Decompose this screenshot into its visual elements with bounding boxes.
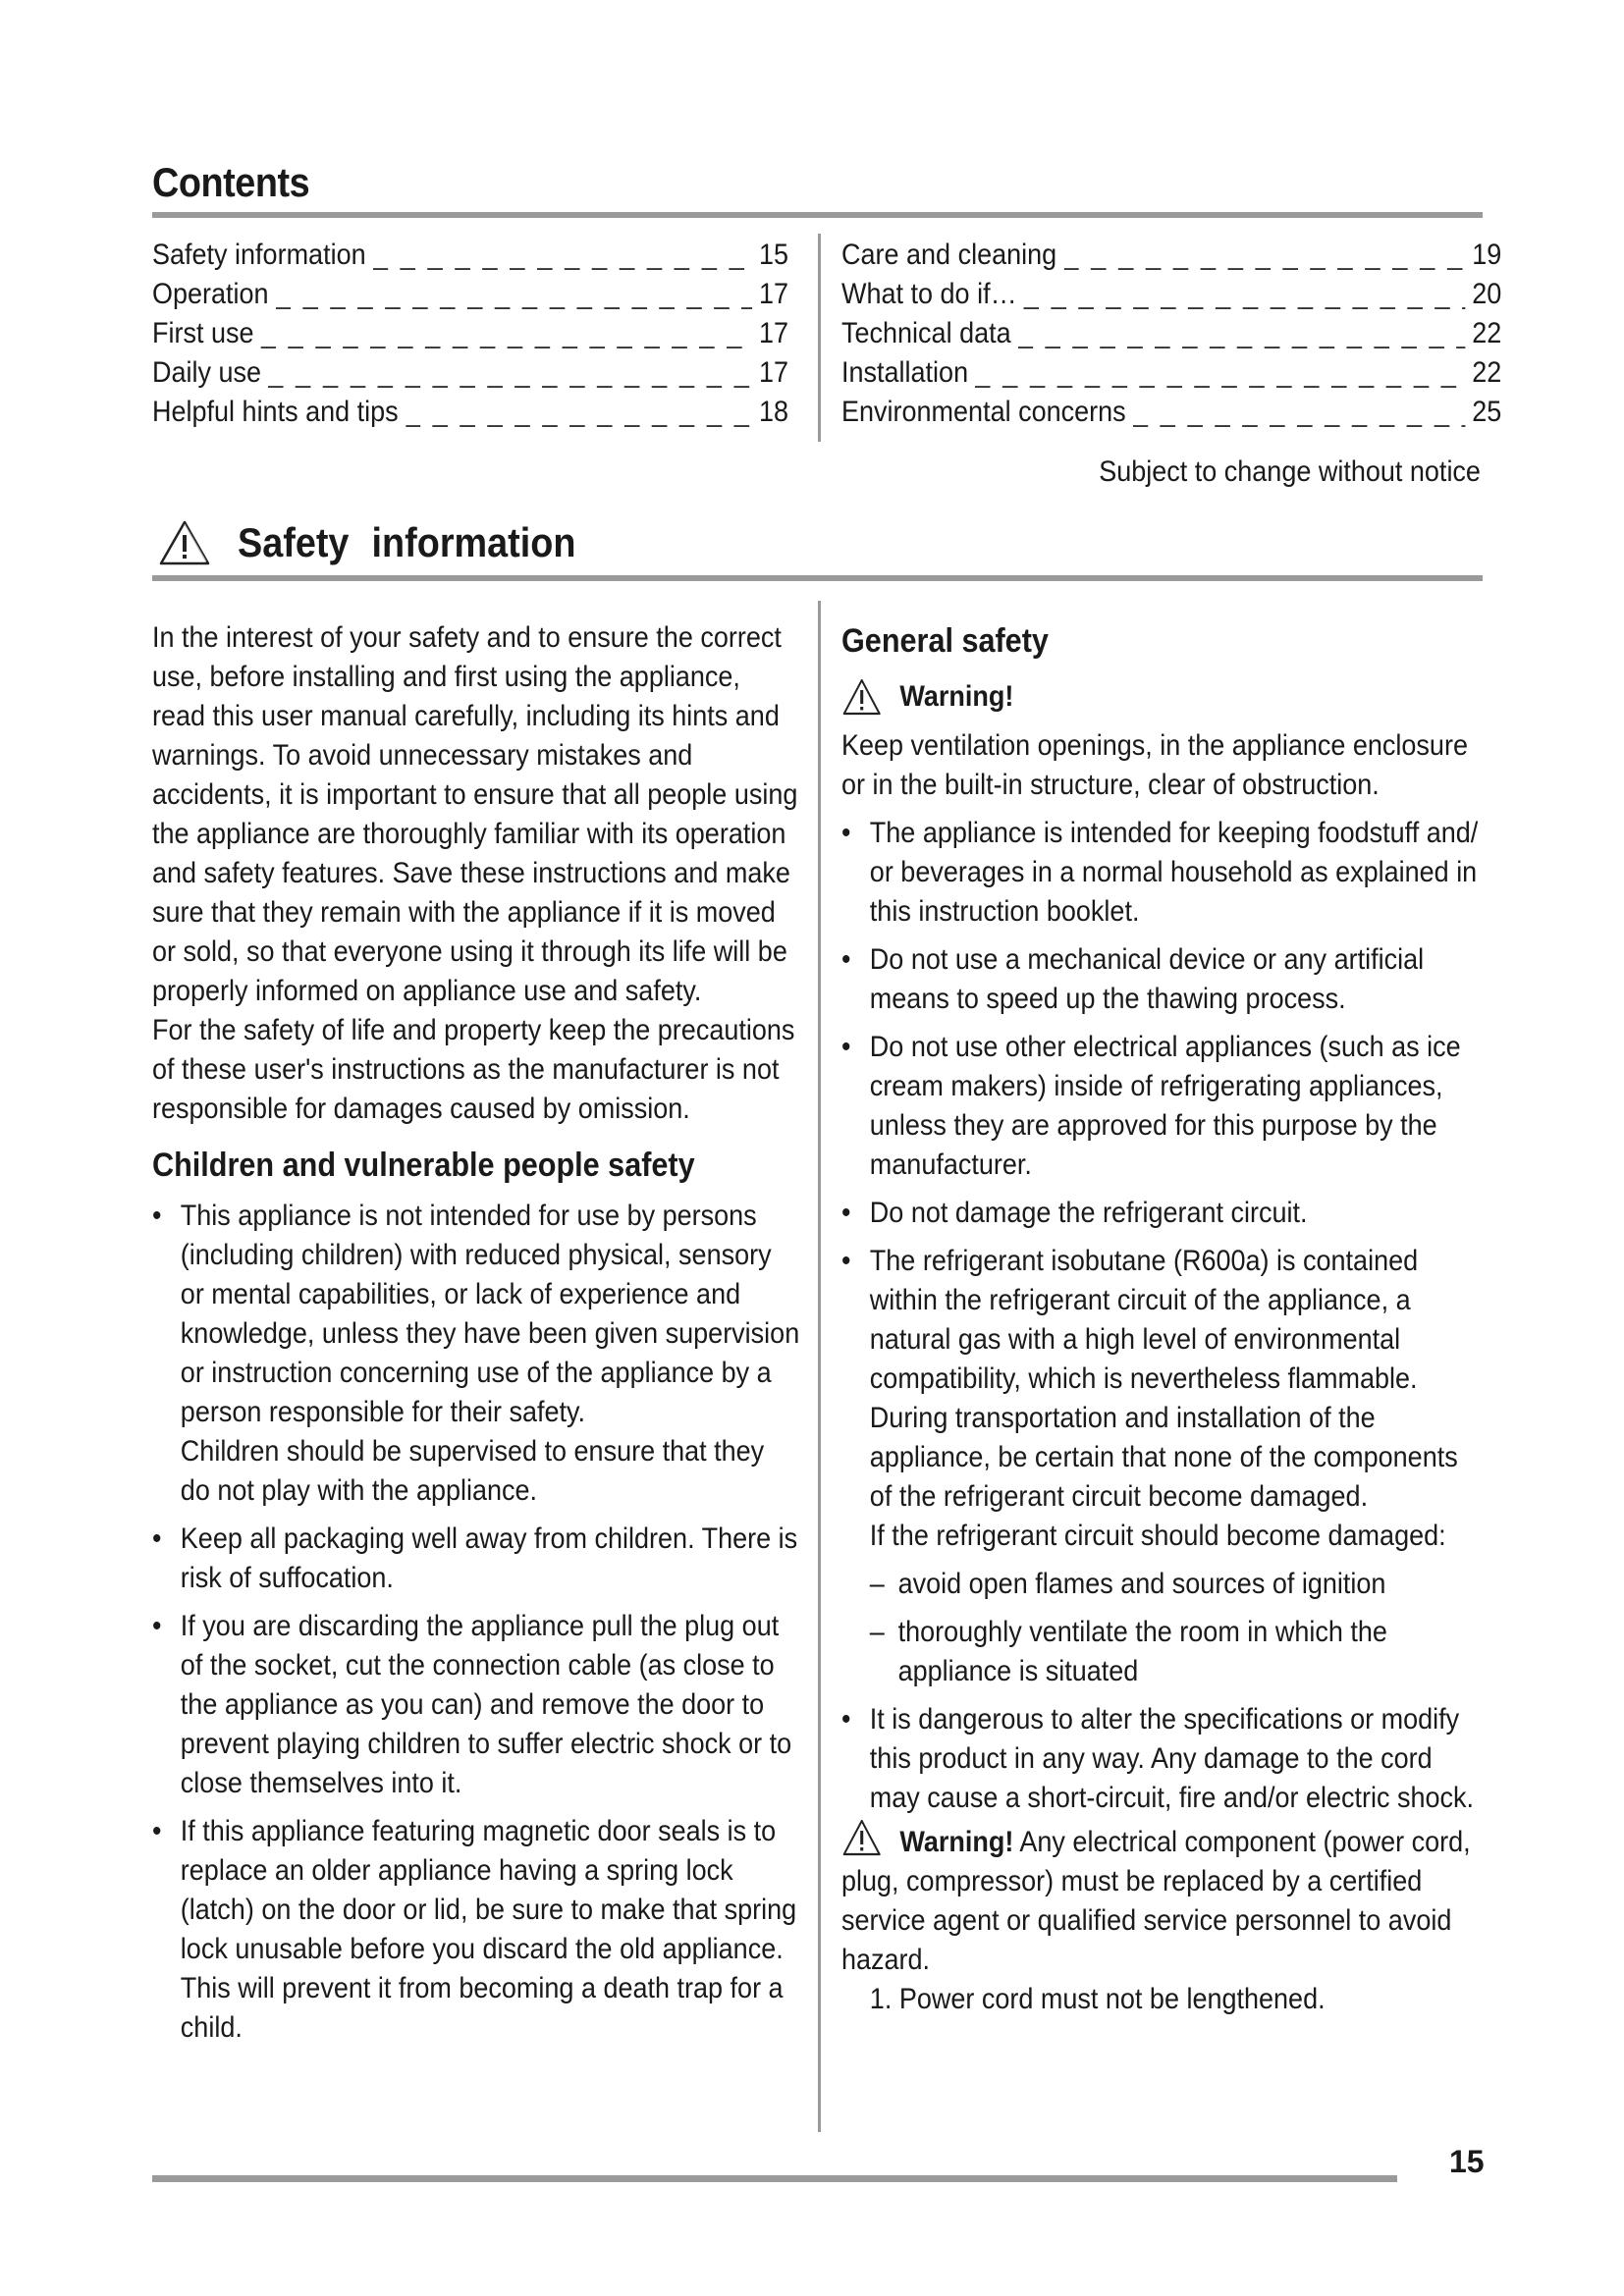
bullet-item: [152, 1520, 800, 1598]
bullet-text: • The appliance is intended for keeping foodstuff and/ or beverages in a normal household as explained in this instruction booklet.: [869, 817, 1479, 928]
toc-entry[interactable]: [152, 393, 788, 432]
left-text-column: [152, 618, 800, 2048]
toc-entry[interactable]: [152, 236, 788, 275]
bullet-text: • This appliance is not intended for use by persons (including children) with reduced physical, sensory or mental capabilities, or lack of experience and knowledge, unless they have been given supervision or instruction concerning use of the appliance by a person responsible for their safety.: [180, 1200, 800, 1428]
dash-text: avoid open flames and sources of ignition: [897, 1568, 1386, 1600]
bullet-text: • It is dangerous to alter the specifications or modify this product in any way. Any damage to the cord may cause a short-circuit, fire and/or electric shock.: [869, 1703, 1475, 1814]
toc-entry-label: Operation: [152, 278, 269, 310]
toc-leader: [1018, 314, 1465, 353]
toc-entry-label: First use: [152, 317, 254, 349]
intro-paragraph-2: For the safety of life and property keep the precautions of these user's instructions as the manufacturer is not responsible for damages caused by omission.: [152, 1014, 795, 1125]
bullet-note: During transportation and installation of the appliance, be certain that none of the components of the refrigerant circuit become damaged.: [869, 1402, 1458, 1513]
toc-entry-page: 17: [758, 317, 788, 349]
children-safety-heading: Children and vulnerable people safety: [152, 1147, 695, 1184]
toc-leader: [276, 275, 752, 314]
bullet-text: • Do not use a mechanical device or any artificial means to speed up the thawing process.: [869, 943, 1425, 1015]
toc-entry-page: 25: [1472, 396, 1502, 428]
toc-entry-page: 17: [758, 356, 788, 389]
contents-title: Contents: [152, 159, 310, 205]
toc-leader: [406, 393, 752, 432]
toc-leader: [261, 314, 752, 353]
warning-text: Any electrical component (power cord, plug, compressor) must be replaced by a certified service agent or qualified service personnel to avoid hazard.: [841, 1826, 1471, 1976]
bullet-item: [841, 1242, 1487, 1556]
body-column-divider: [818, 601, 821, 2132]
toc-entry-label: Care and cleaning: [841, 239, 1057, 271]
general-safety-heading: General safety: [841, 622, 1049, 660]
bullet-item: [841, 1700, 1487, 1818]
dash-mark: –: [869, 1568, 885, 1600]
toc-entry-label: Safety information: [152, 239, 366, 271]
toc-entry-label: What to do if…: [841, 278, 1017, 310]
toc-leader: [373, 236, 752, 275]
dash-item: [841, 1613, 1487, 1691]
bullet-item: [152, 1197, 800, 1511]
dash-mark: –: [869, 1616, 885, 1648]
safety-section-header: [157, 518, 614, 567]
intro-paragraph: In the interest of your safety and to ensure the correct use, before installing and first using the appliance, read this user manual carefully, including its hints and warnings. To avoid unnecessary mistakes and accidents, it is important to ensure that all people using the appliance are thoroughly familiar with its operation and safety features. Save these instructions and make sure that they remain with the appliance if it is moved or sold, so that everyone using it through its life will be properly informed on appliance use and safety.: [152, 621, 798, 1007]
bullet-item: [841, 1028, 1487, 1185]
right-text-column: [841, 618, 1487, 2019]
change-notice: Subject to change without notice: [1099, 455, 1481, 488]
toc-leader: [1024, 275, 1465, 314]
toc-entry-page: 22: [1472, 317, 1502, 349]
bullet-text: • Do not damage the refrigerant circuit.: [869, 1197, 1308, 1229]
toc-entry-page: 15: [758, 239, 788, 271]
dash-text: thoroughly ventilate the room in which the appliance is situated: [897, 1616, 1387, 1687]
toc-entry[interactable]: [841, 353, 1501, 393]
toc-entry-page: 19: [1472, 239, 1502, 271]
toc-entry[interactable]: [841, 236, 1501, 275]
warning-triangle-icon: [157, 518, 212, 567]
toc-entry-label: Helpful hints and tips: [152, 396, 399, 428]
footer-rule: [152, 2175, 1397, 2182]
warning-callout: [841, 677, 1487, 717]
warning-triangle-icon: [841, 1818, 882, 1857]
warning-label: Warning!: [899, 680, 1014, 713]
contents-column-divider: [818, 234, 821, 442]
bullet-item: [841, 1194, 1487, 1233]
toc-leader: [1133, 393, 1465, 432]
bullet-text: • Keep all packaging well away from children. There is risk of suffocation.: [180, 1522, 798, 1594]
dash-item: [841, 1565, 1487, 1604]
toc-entry[interactable]: [152, 353, 788, 393]
contents-rule: [152, 212, 1483, 218]
toc-entry-page: 20: [1472, 278, 1502, 310]
warning-triangle-icon: [841, 677, 882, 717]
warning-label: Warning!: [899, 1826, 1014, 1858]
page-number: 15: [1449, 2144, 1485, 2179]
bullet-text: • Do not use other electrical appliances (such as ice cream makers) inside of refrigerating appliances, unless they are approved for this purpose by the manufacturer.: [869, 1031, 1461, 1181]
toc-leader: [975, 353, 1465, 393]
toc-leader: [268, 353, 752, 393]
bullet-note: Children should be supervised to ensure that they do not play with the appliance.: [180, 1435, 765, 1507]
bullet-item: [152, 1607, 800, 1803]
toc-entry[interactable]: [841, 393, 1501, 432]
toc-entry-label: Environmental concerns: [841, 396, 1126, 428]
toc-entry-label: Daily use: [152, 356, 262, 389]
bullet-text: • If you are discarding the appliance pull the plug out of the socket, cut the connection cable (as close to the appliance as you can) and remove the door to prevent playing children to suffer electric shock or to close themselves into it.: [180, 1610, 792, 1799]
toc-right-column: [841, 236, 1501, 432]
bullet-item: [152, 1812, 800, 2048]
bullet-text: • If this appliance featuring magnetic door seals is to replace an older appliance having a spring lock (latch) on the door or lid, be sure to make that spring lock unusable before you discard the old appliance. This will prevent it from becoming a death trap for a child.: [180, 1815, 797, 2044]
toc-left-column: [152, 236, 788, 432]
toc-entry-page: 17: [758, 278, 788, 310]
section-rule: [152, 575, 1483, 581]
toc-entry-label: Technical data: [841, 317, 1011, 349]
bullet-text: • The refrigerant isobutane (R600a) is contained within the refrigerant circuit of the appliance, a natural gas with a high level of environmental compatibility, which is nevertheless flammable.: [869, 1245, 1419, 1395]
toc-entry[interactable]: [841, 314, 1501, 353]
ventilation-paragraph: Keep ventilation openings, in the appliance enclosure or in the built-in structure, clear of obstruction.: [841, 729, 1468, 801]
toc-entry-page: 18: [758, 396, 788, 428]
section-title: Safety information: [238, 519, 576, 565]
bullet-item: [841, 814, 1487, 932]
toc-entry[interactable]: [152, 314, 788, 353]
toc-leader: [1063, 236, 1465, 275]
toc-entry[interactable]: [152, 275, 788, 314]
numbered-item: 1. Power cord must not be lengthened.: [869, 1983, 1326, 2015]
toc-entry-page: 22: [1472, 356, 1502, 389]
bullet-note: If the refrigerant circuit should become damaged:: [869, 1520, 1446, 1552]
bullet-item: [841, 940, 1487, 1019]
warning-paragraph: [841, 1818, 1487, 1980]
toc-entry-label: Installation: [841, 356, 969, 389]
toc-entry[interactable]: [841, 275, 1501, 314]
